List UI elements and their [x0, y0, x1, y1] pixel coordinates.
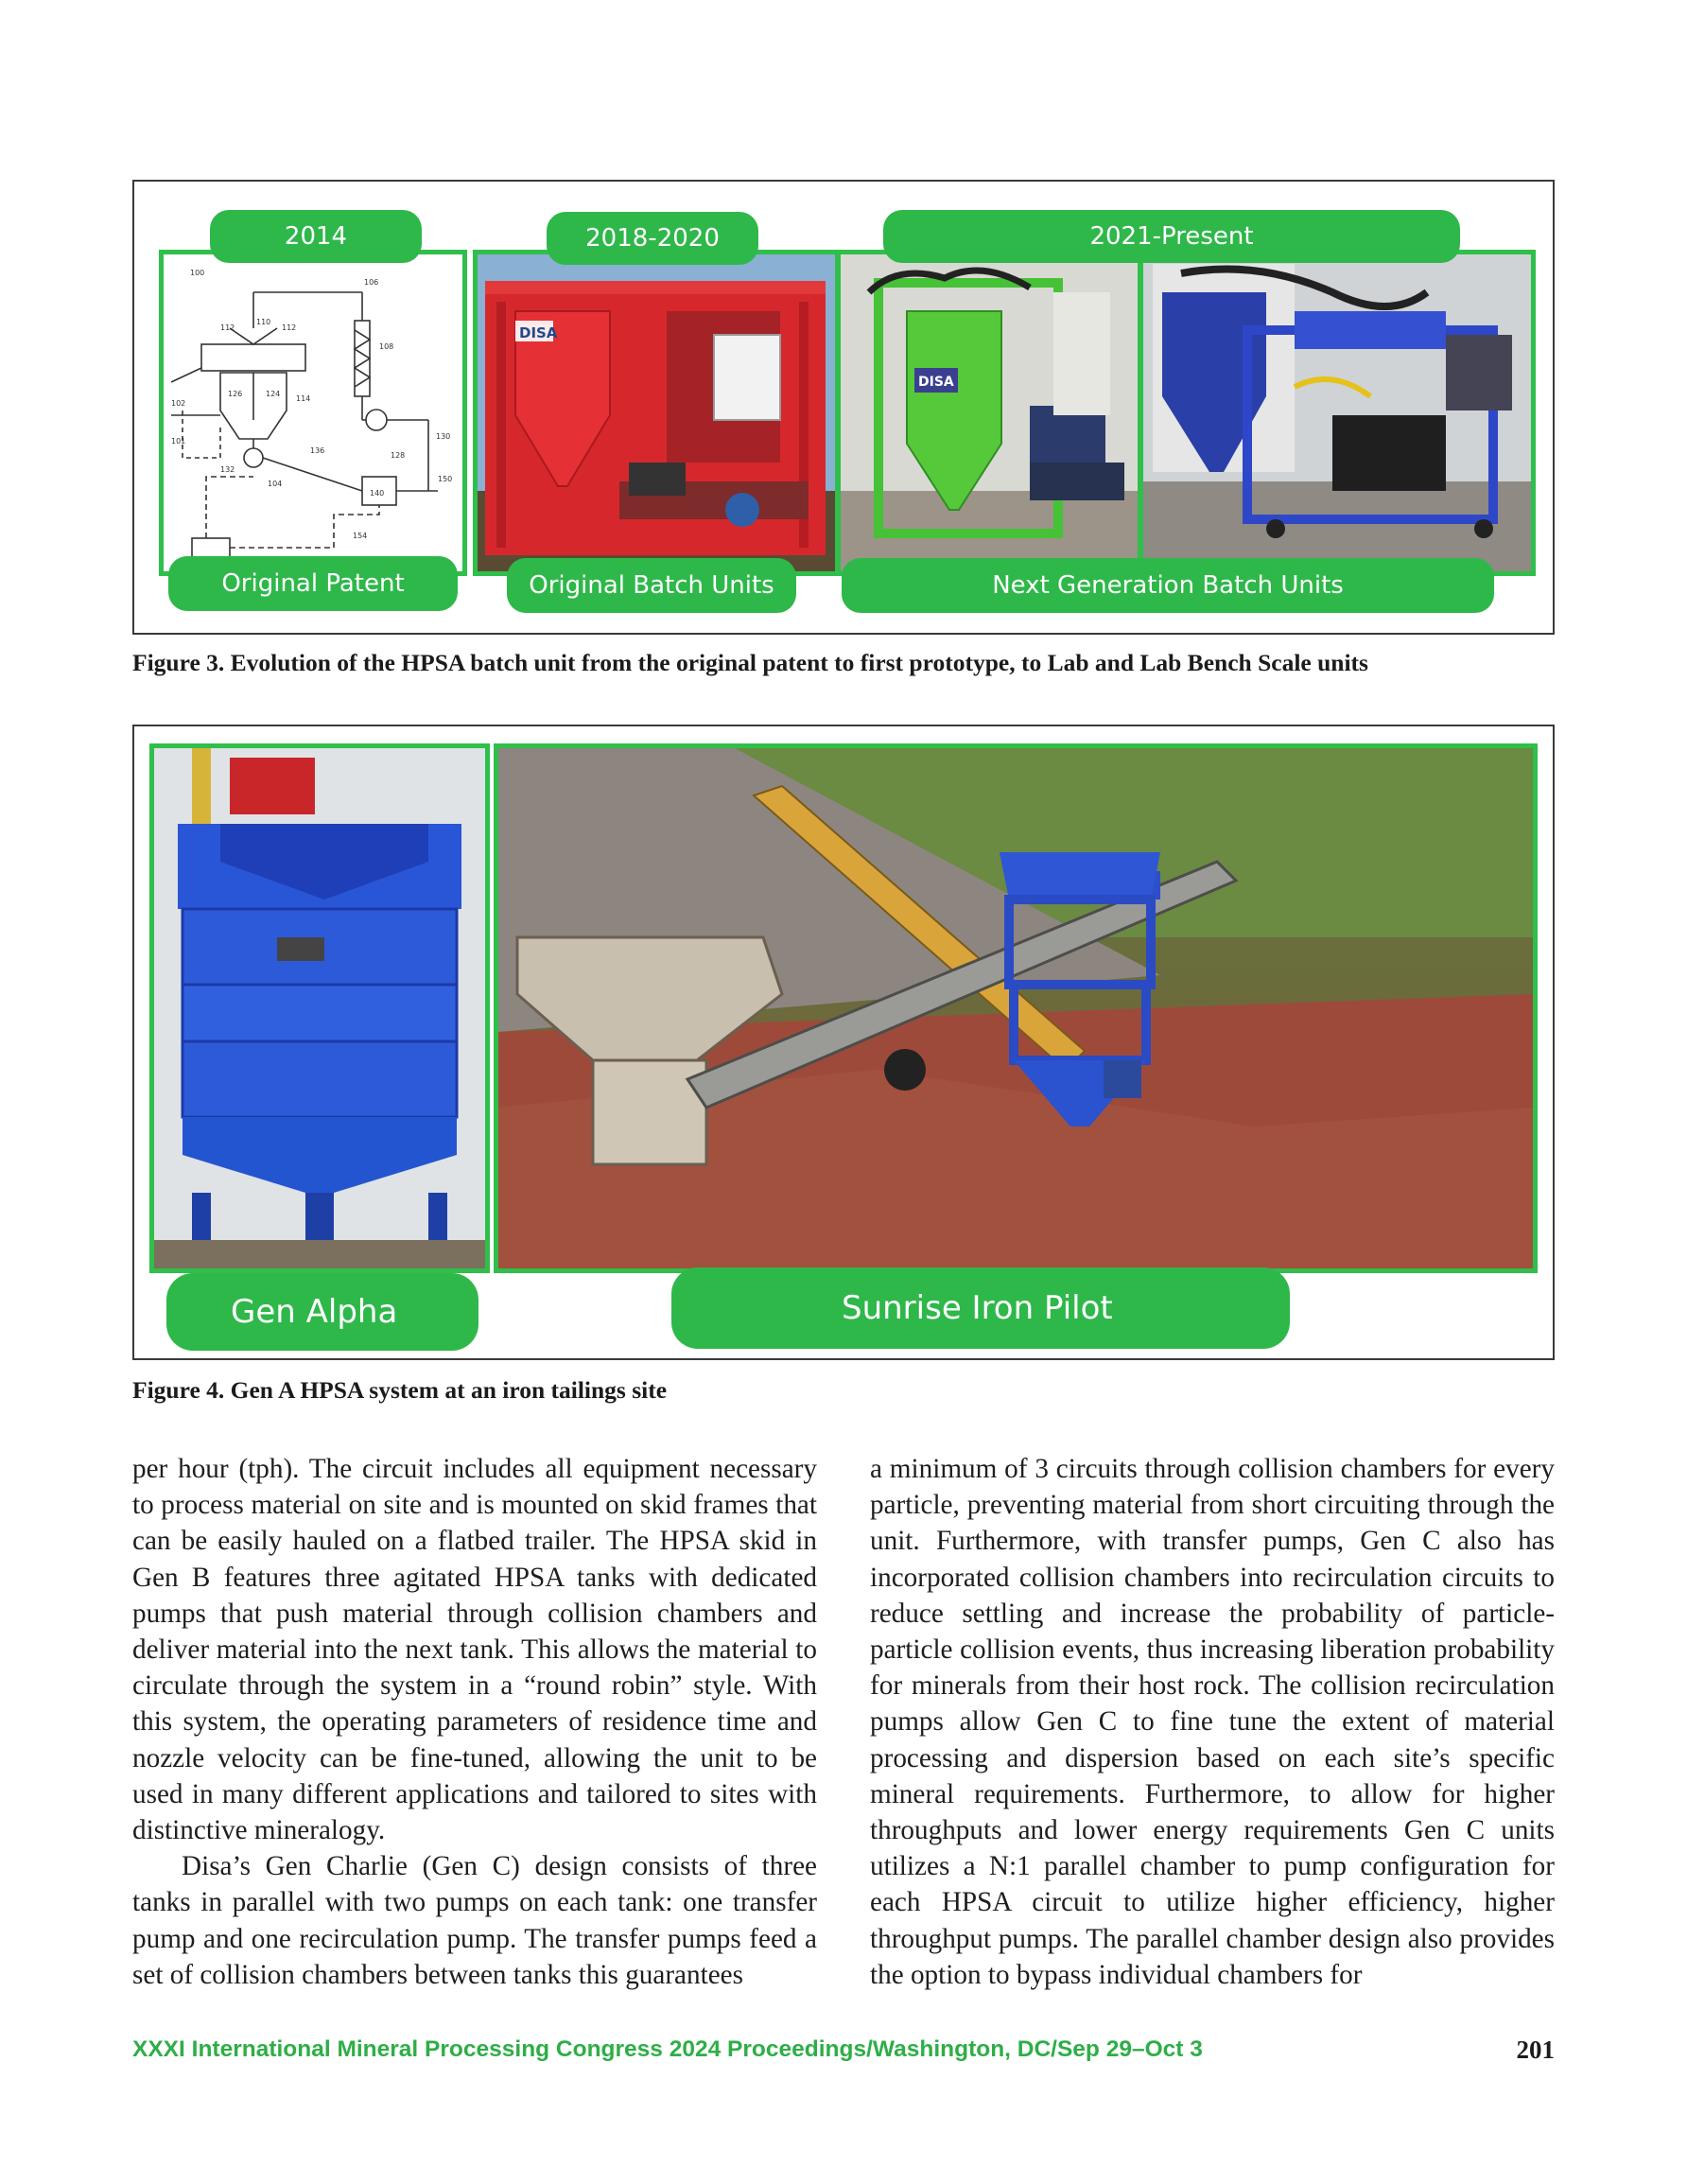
next-gen-batch-unit-blue-photo: [1139, 250, 1536, 576]
svg-text:140: 140: [370, 489, 385, 498]
year-pill-2021-present: 2021-Present: [883, 210, 1460, 263]
label-original-batch-units: Original Batch Units: [507, 558, 796, 613]
figure-3-caption: Figure 3. Evolution of the HPSA batch unit from the original patent to first prototype, to Lab and Lab Bench Scale units: [132, 649, 1368, 676]
svg-text:112: 112: [220, 323, 235, 332]
gen-alpha-photo: [149, 743, 490, 1273]
svg-text:150: 150: [438, 475, 453, 483]
svg-text:110: 110: [256, 318, 271, 326]
svg-text:136: 136: [310, 446, 325, 455]
body-right-column: [870, 1451, 1555, 1993]
svg-text:101: 101: [171, 437, 186, 446]
label-gen-alpha: Gen Alpha: [166, 1273, 478, 1351]
page-number: 201: [1516, 2035, 1555, 2064]
sunrise-iron-pilot-photo: [494, 743, 1538, 1273]
body-left-column: [132, 1451, 817, 1993]
svg-text:108: 108: [379, 342, 394, 351]
patent-schematic-image: [164, 254, 462, 571]
label-original-patent: Original Patent: [168, 556, 458, 611]
figure-3: [132, 180, 1555, 635]
figure-4-caption: Figure 4. Gen A HPSA system at an iron tailings site: [132, 1376, 668, 1404]
paragraph: a minimum of 3 circuits through collision chambers for every particle, preventing material from short circuiting through the unit. Furthermore, with transfer pumps, Gen C also has incorporated collision chambers into recirculation circuits to reduce settling and increase the probability of particle-particle collision events, thus increasing liberation probability for minerals from their host rock. The collision recirculation pumps allow Gen C to fine tune the extent of material processing and dispersion based on each site’s specific mineral requirements. Furthermore, to allow for higher throughputs and lower energy requirements Gen C units utilizes a N:1 parallel chamber to pump configuration for each HPSA circuit to utilize higher efficiency, higher throughput pumps. The parallel chamber design also provides the option to bypass individual chambers for: [870, 1454, 1555, 1990]
next-gen-batch-unit-green-photo: [836, 250, 1142, 576]
year-pill-2018-2020: 2018-2020: [547, 212, 758, 265]
svg-text:124: 124: [266, 390, 281, 398]
conference-name: XXXI International Mineral Processing Congress 2024 Proceedings/Washington, DC/Sep 29–Oct 3: [132, 2036, 1203, 2062]
svg-text:104: 104: [268, 480, 283, 488]
svg-text:106: 106: [364, 278, 379, 287]
original-batch-unit-photo: [473, 250, 840, 576]
disa-logo-text-2: DISA: [918, 375, 954, 390]
paragraph: Disa’s Gen Charlie (Gen C) design consists of three tanks in parallel with two pumps on each tank: one transfer pump and one recirculation pump. The transfer pumps feed a set of collision chambers between tanks this guarantees: [132, 1851, 817, 1990]
svg-text:114: 114: [296, 394, 311, 403]
paragraph: per hour (tph). The circuit includes all equipment necessary to process material on site and is mounted on skid frames that can be easily hauled on a flatbed trailer. The HPSA skid in Gen B features three agitated HPSA tanks with dedicated pumps that push material through collision chambers and deliver material into the next tank. This allows the material to circulate through the system in a “round robin” style. With this system, the operating parameters of residence time and nozzle velocity can be fine-tuned, allowing the unit to be used in many different applications and tailored to sites with distinctive mineralogy.: [132, 1454, 817, 1846]
svg-text:100: 100: [190, 269, 205, 277]
svg-text:132: 132: [220, 465, 235, 474]
svg-text:126: 126: [228, 390, 243, 398]
svg-text:128: 128: [391, 451, 406, 460]
disa-logo-text: DISA: [519, 324, 558, 341]
svg-text:154: 154: [353, 532, 368, 540]
label-sunrise-iron-pilot: Sunrise Iron Pilot: [671, 1267, 1290, 1349]
svg-text:102: 102: [171, 399, 186, 408]
svg-text:130: 130: [436, 432, 451, 441]
page-footer: [132, 2034, 1555, 2066]
patent-drawing-panel: [159, 250, 467, 576]
svg-text:112: 112: [282, 323, 297, 332]
year-pill-2014: 2014: [210, 210, 422, 263]
figure-4: [132, 725, 1555, 1360]
label-next-generation-batch-units: Next Generation Batch Units: [842, 558, 1494, 613]
